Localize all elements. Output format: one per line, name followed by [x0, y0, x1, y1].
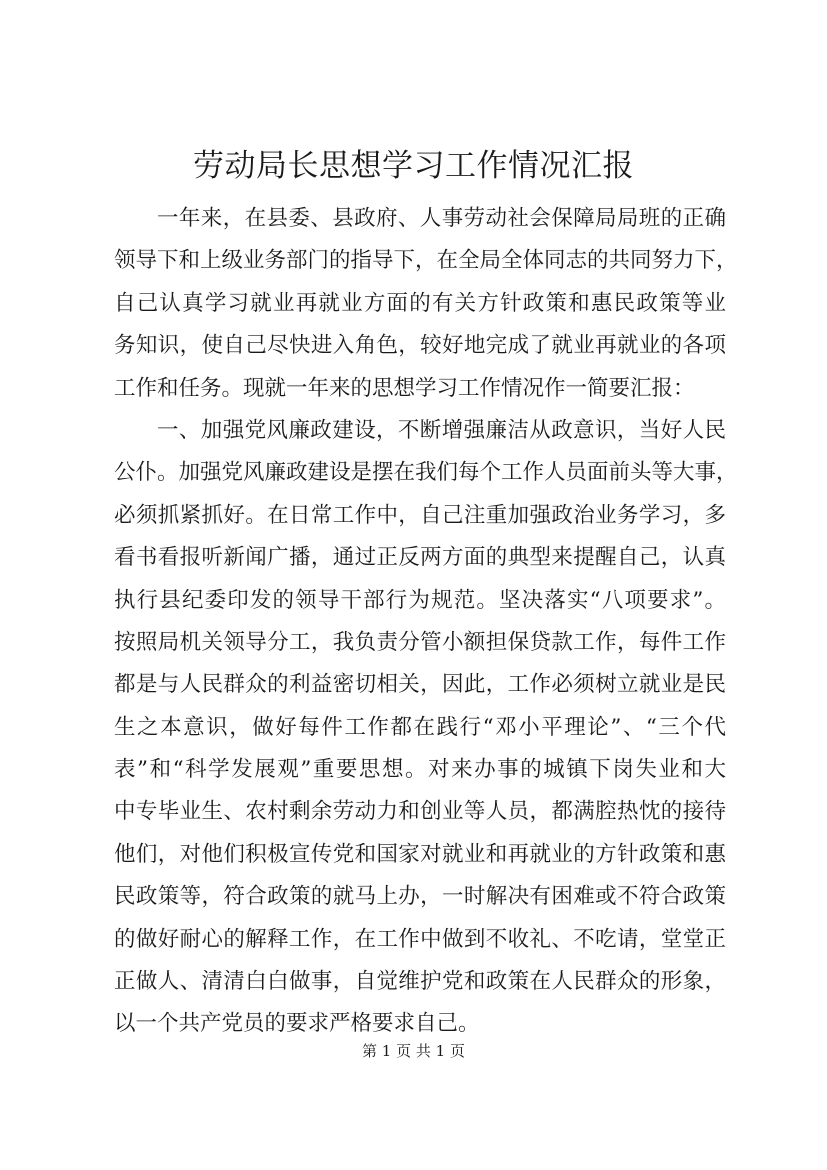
paragraph-line: 公仆。加强党风廉政建设是摆在我们每个工作人员面前头等大事， [114, 460, 738, 486]
document-title: 劳动局长思想学习工作情况汇报 [193, 148, 634, 184]
paragraph-line: 按照局机关领导分工，我负责分管小额担保贷款工作，每件工作 [114, 629, 726, 655]
paragraph-line: 执行县纪委印发的领导干部行为规范。坚决落实“八项要求”。 [114, 587, 726, 613]
paragraph-line: 生之本意识，做好每件工作都在践行“邓小平理论”、“三个代 [114, 714, 726, 740]
paragraph-line: 看书看报听新闻广播，通过正反两方面的典型来提醒自己，认真 [114, 545, 726, 571]
paragraph-line: 一年来，在县委、县政府、人事劳动社会保障局局班的正确 [157, 206, 726, 231]
paragraph-line: 务知识，使自己尽快进入角色，较好地完成了就业再就业的各项 [114, 333, 726, 359]
paragraph-line: 以一个共产党员的要求严格要求自己。 [114, 1011, 480, 1037]
paragraph-2 [114, 410, 738, 1046]
paragraph-line: 一、加强党风廉政建设，不断增强廉洁从政意识，当好人民 [157, 417, 726, 443]
paragraph-line: 民政策等，符合政策的就马上办，一时解决有困难或不符合政策 [114, 884, 726, 910]
paragraph-line: 自己认真学习就业再就业方面的有关方针政策和惠民政策等业 [114, 290, 726, 316]
paragraph-line: 必须抓紧抓好。在日常工作中，自己注重加强政治业务学习，多 [114, 502, 726, 528]
paragraph-line: 工作和任务。现就一年来的思想学习工作情况作一简要汇报： [114, 375, 695, 401]
paragraph-1 [114, 198, 738, 410]
document-body [114, 198, 738, 1046]
paragraph-line: 都是与人民群众的利益密切相关，因此，工作必须树立就业是民 [114, 672, 726, 698]
paragraph-line: 领导下和上级业务部门的指导下，在全局全体同志的共同努力下， [114, 248, 738, 274]
paragraph-line: 他们，对他们积极宣传党和国家对就业和再就业的方针政策和惠 [114, 841, 726, 867]
page-footer: 第 1 页 共 1 页 [362, 1042, 465, 1060]
paragraph-line: 中专毕业生、农村剩余劳动力和创业等人员，都满腔热忱的接待 [114, 799, 726, 825]
paragraph-line: 的做好耐心的解释工作，在工作中做到不收礼、不吃请，堂堂正 [114, 926, 726, 952]
paragraph-line: 正做人、清清白白做事，自觉维护党和政策在人民群众的形象， [114, 969, 726, 995]
paragraph-line: 表”和“科学发展观”重要思想。对来办事的城镇下岗失业和大 [114, 757, 726, 783]
